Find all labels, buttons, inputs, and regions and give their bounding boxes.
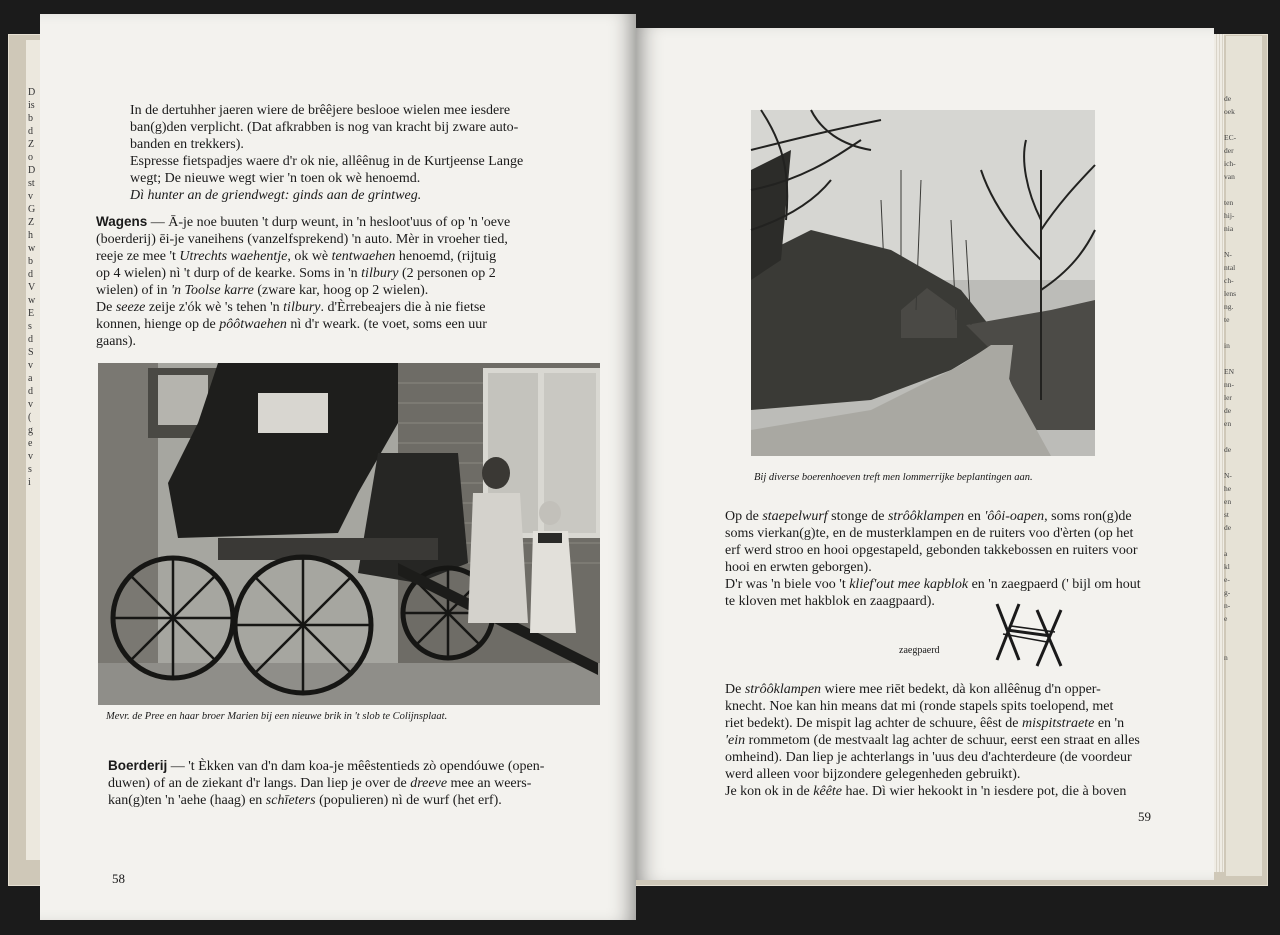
text-line: banden en trekkers).: [130, 137, 244, 152]
carriage-photo: [98, 363, 600, 705]
edge-fragment: [1224, 235, 1252, 248]
edge-fragment: [1224, 638, 1252, 651]
edge-fragment: v: [28, 399, 33, 410]
text-line: Espresse fietspadjes waere d'r ok nie, allêênug in de Kurtjeense Lange: [130, 154, 524, 169]
page-number: 59: [1138, 809, 1151, 824]
edge-fragment: e: [28, 438, 33, 449]
text-line: Je kon ok in de kêête hae. Dì wier hekookt in 'n iesdere pot, die à boven: [725, 784, 1127, 799]
farm-lane-photo: [751, 110, 1095, 456]
edge-fragment: Z: [28, 217, 35, 228]
edge-fragment: de: [1224, 445, 1232, 454]
edge-fragment: i: [28, 477, 31, 488]
edge-fragment: ich-: [1224, 159, 1236, 168]
edge-fragment: w: [28, 295, 36, 306]
stroklampen-paragraph: [725, 681, 1140, 800]
edge-fragment: [1224, 430, 1252, 443]
edge-fragment: Z: [28, 139, 35, 150]
edge-fragment: s: [28, 321, 32, 332]
edge-fragment: de: [1224, 406, 1232, 415]
edge-fragment: d: [28, 126, 33, 137]
edge-fragment: hij-: [1224, 211, 1235, 220]
wagens-term: Wagens: [96, 214, 148, 229]
text-line: op 4 wielen) nì 't durp of de kearke. Soms in 'n tilbury (2 personen op 2: [96, 266, 496, 281]
text-line: riet bedekt). De mispit lag achter de schuure, êêst de mispitstraete en 'n: [725, 716, 1125, 731]
edge-fragment: ntal: [1224, 263, 1236, 272]
edge-fragment: lens: [1224, 289, 1237, 298]
text-line: Dì hunter an de griendwegt: ginds aan de grintweg.: [130, 188, 422, 203]
edge-fragment: e-: [1224, 575, 1230, 584]
sawhorse-drawing: [989, 600, 1069, 672]
edge-fragment: oek: [1224, 107, 1235, 116]
sawhorse-label: zaegpaerd: [899, 645, 940, 656]
text-line: hooi en erwten geborgen).: [725, 560, 872, 575]
edge-fragment: ler: [1224, 393, 1232, 402]
edge-fragment: (: [28, 412, 32, 423]
text-line: De seeze zeije z'ók wè 's tehen 'n tilbury. d'Èrrebeajers die à nie fietse: [96, 300, 486, 315]
edge-fragment: [1224, 183, 1252, 196]
edge-fragment: [1224, 352, 1252, 365]
text-line: omheind). Dan liep je achterlangs in 'uus deu d'achterdeure (de voordeur: [725, 750, 1132, 765]
right-page: [636, 28, 1214, 880]
edge-fragment: in: [1224, 341, 1230, 350]
text-line: te kloven met hakblok en zaagpaard).: [725, 594, 935, 609]
text-line: 'ein rommetom (de mestvaalt lag achter de schuur, eerst een straat en alles: [725, 733, 1140, 748]
text-line: werd alleen voor bijzondere gelegenheden gebruikt).: [725, 767, 1021, 782]
edge-fragment: g-: [1224, 588, 1231, 597]
edge-fragment: de: [1224, 523, 1232, 532]
farm-lane-photo-caption: Bij diverse boerenhoeven treft men lommerrijke beplantingen aan.: [754, 472, 1033, 483]
carriage-photo-caption: Mevr. de Pree en haar broer Marien bij een nieuwe brik in 't slob te Colijnsplaat.: [106, 711, 448, 722]
edge-fragment: a: [1224, 549, 1228, 558]
edge-fragment: g: [28, 425, 33, 436]
edge-fragment: de: [1224, 94, 1232, 103]
text-line: gaans).: [96, 334, 137, 349]
text-line: — Ā-je noe buuten 't durp weunt, in 'n hesloot'uus of op 'n 'oeve: [150, 215, 511, 230]
left-page: [40, 14, 636, 920]
edge-fragment: a: [28, 373, 33, 384]
edge-fragment: v: [28, 451, 33, 462]
text-line: erf werd stroo en hooi opgestapeld, gebonden takkebossen en ruiters voor: [725, 543, 1138, 558]
edge-fragment: N-: [1224, 471, 1232, 480]
edge-fragment: G: [28, 204, 36, 215]
edge-fragment: w: [28, 243, 36, 254]
boerderij-paragraph: [108, 757, 608, 809]
edge-fragment: [1224, 456, 1252, 469]
edge-fragment: EN: [1224, 367, 1234, 376]
text-line: soms vierkan(g)te, en de musterklampen en de ruiters voo d'èrten (op het: [725, 526, 1134, 541]
text-line: (boerderij) ēi-je vaneihens (vanzelfsprekend) 'n auto. Mèr in vroeher tied,: [96, 232, 508, 247]
edge-fragment: en: [1224, 419, 1232, 428]
edge-fragment: [1224, 625, 1252, 638]
boerderij-term: Boerderij: [108, 758, 168, 773]
text-line: kan(g)ten 'n 'aehe (haag) en schīeters (populieren) nì de wurf (het erf).: [108, 793, 502, 808]
edge-fragment: nn-: [1224, 380, 1234, 389]
edge-fragment: S: [28, 347, 34, 358]
text-line: knecht. Noe kan hin means dat mi (ronde stapels spits toelopend, met: [725, 699, 1114, 714]
edge-fragment: [1224, 534, 1252, 547]
edge-fragment: he: [1224, 484, 1232, 493]
edge-fragment: [1224, 326, 1252, 339]
wagens-paragraph: [96, 213, 606, 350]
edge-fragment: van: [1224, 172, 1235, 181]
edge-fragment: s: [28, 464, 32, 475]
text-line: D'r was 'n biele voo 't klief'out mee kapblok en 'n zaegpaerd (' bijl om hout: [725, 577, 1141, 592]
edge-fragment: st: [1224, 510, 1230, 519]
edge-fragment: ten: [1224, 198, 1234, 207]
text-line: In de dertuhher jaeren wiere de brêêjere beslooe wielen mee iesdere: [130, 103, 511, 118]
edge-fragment: D: [28, 87, 36, 98]
edge-fragment: e: [1224, 614, 1228, 623]
text-line: ban(g)den verplicht. (Dat afkrabben is nog van kracht bij zware auto-: [130, 120, 519, 135]
text-line: — 't Èkken van d'n dam koa-je mêêstentieds zò opendóuwe (open-: [170, 759, 545, 774]
edge-fragment: is: [28, 100, 35, 111]
edge-fragment: n-: [1224, 601, 1231, 610]
edge-fragment: V: [28, 282, 36, 293]
text-line: De strôôklampen wiere mee riēt bedekt, dà kon allêênug d'n opper-: [725, 682, 1101, 697]
edge-fragment: v: [28, 191, 33, 202]
edge-fragment: te: [1224, 315, 1230, 324]
text-line: duwen) of an de ziekant d'r langs. Dan liep je over de dreeve mee an weers-: [108, 776, 532, 791]
edge-fragment: EC-: [1224, 133, 1237, 142]
edge-fragment: h: [28, 230, 33, 241]
text-line: wielen) of in 'n Toolse karre (zware kar, hoog op 2 wielen).: [96, 283, 429, 298]
edge-fragment: n: [1224, 653, 1228, 662]
staepelwurf-paragraph: [725, 508, 1141, 610]
edge-fragment: [1224, 118, 1252, 131]
edge-fragment: kl: [1224, 562, 1230, 571]
edge-fragment: d: [28, 269, 33, 280]
text-line: reeje ze mee 't Utrechts waehentje, ok wè tentwaehen henoemd, (rijtuig: [96, 249, 497, 264]
edge-fragment: b: [28, 113, 33, 124]
edge-fragment: ng.: [1224, 302, 1234, 311]
edge-fragment: nia: [1224, 224, 1234, 233]
edge-fragment: st: [28, 178, 35, 189]
page-number: 58: [112, 871, 125, 886]
text-line: wegt; De nieuwe wegt wier 'n toen ok wè henoemd.: [130, 171, 421, 186]
underlying-page-edge-right: [1224, 92, 1252, 662]
edge-fragment: d: [28, 334, 33, 345]
edge-fragment: v: [28, 360, 33, 371]
text-line: konnen, hienge op de pôôtwaehen nì d'r weark. (te voet, soms een uur: [96, 317, 487, 332]
edge-fragment: ch-: [1224, 276, 1234, 285]
edge-fragment: b: [28, 256, 33, 267]
edge-fragment: en: [1224, 497, 1232, 506]
intro-paragraph: [130, 102, 598, 204]
edge-fragment: D: [28, 165, 36, 176]
text-line: Op de staepelwurf stonge de strôôklampen en 'ôôi-oapen, soms ron(g)de: [725, 509, 1132, 524]
edge-fragment: E: [28, 308, 35, 319]
edge-fragment: o: [28, 152, 33, 163]
edge-fragment: N-: [1224, 250, 1232, 259]
edge-fragment: d: [28, 386, 33, 397]
edge-fragment: der: [1224, 146, 1234, 155]
